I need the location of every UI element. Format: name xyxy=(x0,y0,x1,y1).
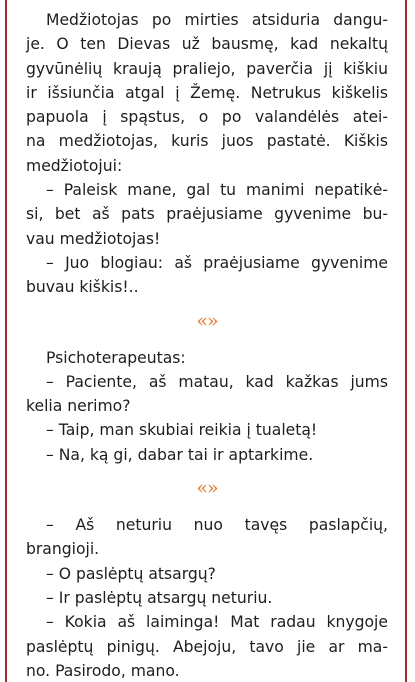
text-line: papuola į spąstus, o po valandėlės atei- xyxy=(26,108,388,127)
left-frame-rule xyxy=(5,0,7,682)
text-line: buvau kiškis!.. xyxy=(26,278,139,297)
text-line: – O paslėptų atsargų? xyxy=(46,564,216,583)
text-line: Medžiotojas po mirties atsiduria dangu- xyxy=(46,11,388,29)
text-line: – Paleisk mane, gal tu manimi nepatikė- xyxy=(46,181,388,200)
text-line: – Paciente, aš matau, kad kažkas jums xyxy=(46,372,388,391)
text-line: brangioji. xyxy=(26,540,100,559)
text-line: Psichoterapeutas: xyxy=(46,348,186,367)
text-line: medžiotojui: xyxy=(26,156,123,175)
text-line: gyvūnėlių kraują praliejo, paverčia jį kiškiu xyxy=(26,59,388,78)
text-line: vau medžiotojas! xyxy=(26,229,161,248)
text-line: na medžiotojas, kuris juos pastatė. Kiškis xyxy=(26,132,388,151)
text-line: paslėptų pinigų. Abejoju, tavo jie ar ma- xyxy=(26,637,388,656)
text-line: – Kokia aš laiminga! Mat radau knygoje xyxy=(46,613,388,632)
text-line: no. Pasirodo, mano. xyxy=(26,661,180,680)
text-line: kelia nerimo? xyxy=(26,397,131,416)
text-line: si, bet aš pats praėjusiame gyvenime bu- xyxy=(26,205,388,224)
joke-hunter xyxy=(26,8,388,300)
joke-secrets xyxy=(26,513,388,682)
text-line: – Juo blogiau: aš praėjusiame gyvenime xyxy=(46,253,388,272)
text-line: – Taip, man skubiai reikia į tualetą! xyxy=(46,421,318,440)
text-line: – Na, ką gi, dabar tai ir aptarkime. xyxy=(46,445,314,464)
text-line: ir išsiunčia atgal į Žemę. Netrukus kiškelis xyxy=(26,83,388,102)
text-line: je. O ten Dievas už bausmę, kad nekaltų xyxy=(26,35,388,54)
text-line: – Ir paslėptų atsargų neturiu. xyxy=(46,588,273,607)
section-separator-icon: «» xyxy=(196,477,218,500)
right-frame-rule xyxy=(405,0,407,682)
joke-psychotherapist xyxy=(26,346,388,467)
text-line: – Aš neturiu nuo tavęs paslapčių, xyxy=(46,516,388,535)
section-separator-icon: «» xyxy=(196,309,218,332)
jokes-column xyxy=(26,8,388,682)
